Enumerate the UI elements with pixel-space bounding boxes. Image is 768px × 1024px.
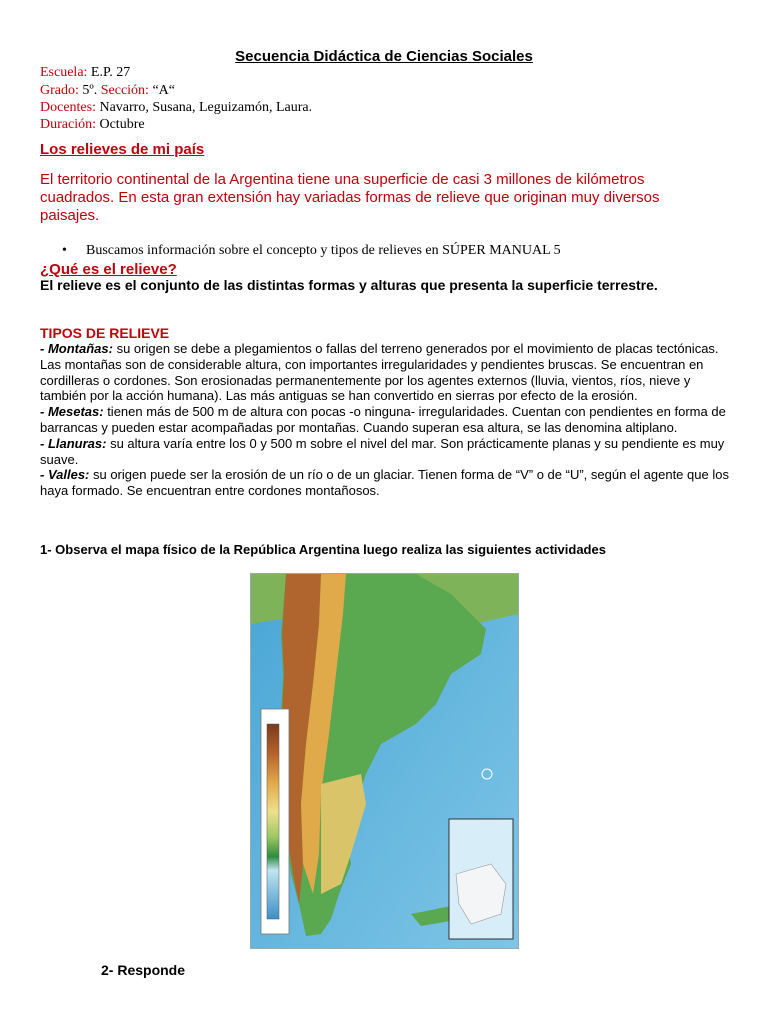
docentes-label: Docentes:	[40, 100, 96, 115]
type-description: su altura varía entre los 0 y 500 m sobre el nivel del mar. Son prácticamente planas y su pendiente es muy suave.	[40, 435, 725, 467]
bullet-item	[62, 242, 561, 260]
argentina-physical-map	[250, 573, 519, 949]
type-term: - Montañas:	[40, 341, 113, 356]
type-llanuras	[40, 436, 740, 468]
map-image	[251, 574, 518, 948]
type-description: su origen puede ser la erosión de un río o de un glaciar. Tienen forma de “V” o de “U”, según el agente que los haya formado. Se encuentran entre cordones montañosos.	[40, 467, 729, 499]
seccion-label: Sección:	[100, 83, 149, 98]
document-title: Secuencia Didáctica de Ciencias Sociales	[235, 48, 533, 65]
type-mesetas	[40, 404, 740, 436]
bullet-dot: •	[62, 243, 67, 258]
activity-2-instruction: 2- Responde	[101, 962, 186, 978]
meta-docentes	[40, 99, 312, 117]
meta-escuela	[40, 64, 130, 82]
question-heading: ¿Qué es el relieve?	[40, 261, 177, 278]
docentes-value: Navarro, Susana, Leguizamón, Laura.	[99, 100, 313, 115]
duracion-label: Duración:	[40, 117, 96, 132]
type-description: tienen más de 500 m de altura con pocas -o ninguna- irregularidades. Cuentan con pendientes en forma de barrancas y pueden estar acompañadas por montañas. Cuando superan esa altura, se las denomina altiplano.	[40, 404, 726, 435]
type-term: - Llanuras:	[40, 435, 107, 451]
type-montanas	[40, 341, 740, 404]
duracion-value: Octubre	[99, 117, 145, 132]
section-heading: Los relieves de mi país	[40, 141, 205, 158]
activity-1-instruction: 1- Observa el mapa físico de la República Argentina luego realiza las siguientes actividades	[40, 542, 606, 557]
elevation-scale	[267, 724, 279, 919]
type-valles	[40, 467, 740, 499]
escuela-value: E.P. 27	[90, 65, 131, 80]
meta-grado	[40, 82, 175, 100]
bullet-text: Buscamos información sobre el concepto y tipos de relieves en SÚPER MANUAL 5	[86, 243, 561, 258]
types-heading: TIPOS DE RELIEVE	[40, 325, 170, 341]
types-list	[40, 341, 740, 499]
type-term: - Mesetas:	[40, 404, 104, 420]
grado-label: Grado:	[40, 83, 79, 98]
meta-duracion	[40, 116, 145, 134]
intro-paragraph: El territorio continental de la Argentina tiene una superficie de casi 3 millones de kilómetros cuadrados. En esta gran extensión hay variadas formas de relieve que originan muy diversos paisajes.	[40, 171, 660, 224]
seccion-value: “A“	[152, 83, 175, 98]
relief-definition: El relieve es el conjunto de las distintas formas y alturas que presenta la superficie terrestre.	[40, 277, 658, 293]
type-description: su origen se debe a plegamientos o fallas del terreno generados por el movimiento de placas tectónicas. Las montañas son de considerable altura, con importantes irregularidades y pendientes bruscas. Se encuentran en cordilleras o cordones. Son erosionadas permanentemente por los agentes externos (lluvia, vientos, ríos, nieve y también por la acción humana). Las más antiguas se han convertido en sierras por efecto de la erosión.	[40, 341, 719, 404]
escuela-label: Escuela:	[40, 65, 88, 80]
type-term: - Valles:	[40, 467, 90, 483]
grado-value: 5º.	[82, 83, 98, 98]
